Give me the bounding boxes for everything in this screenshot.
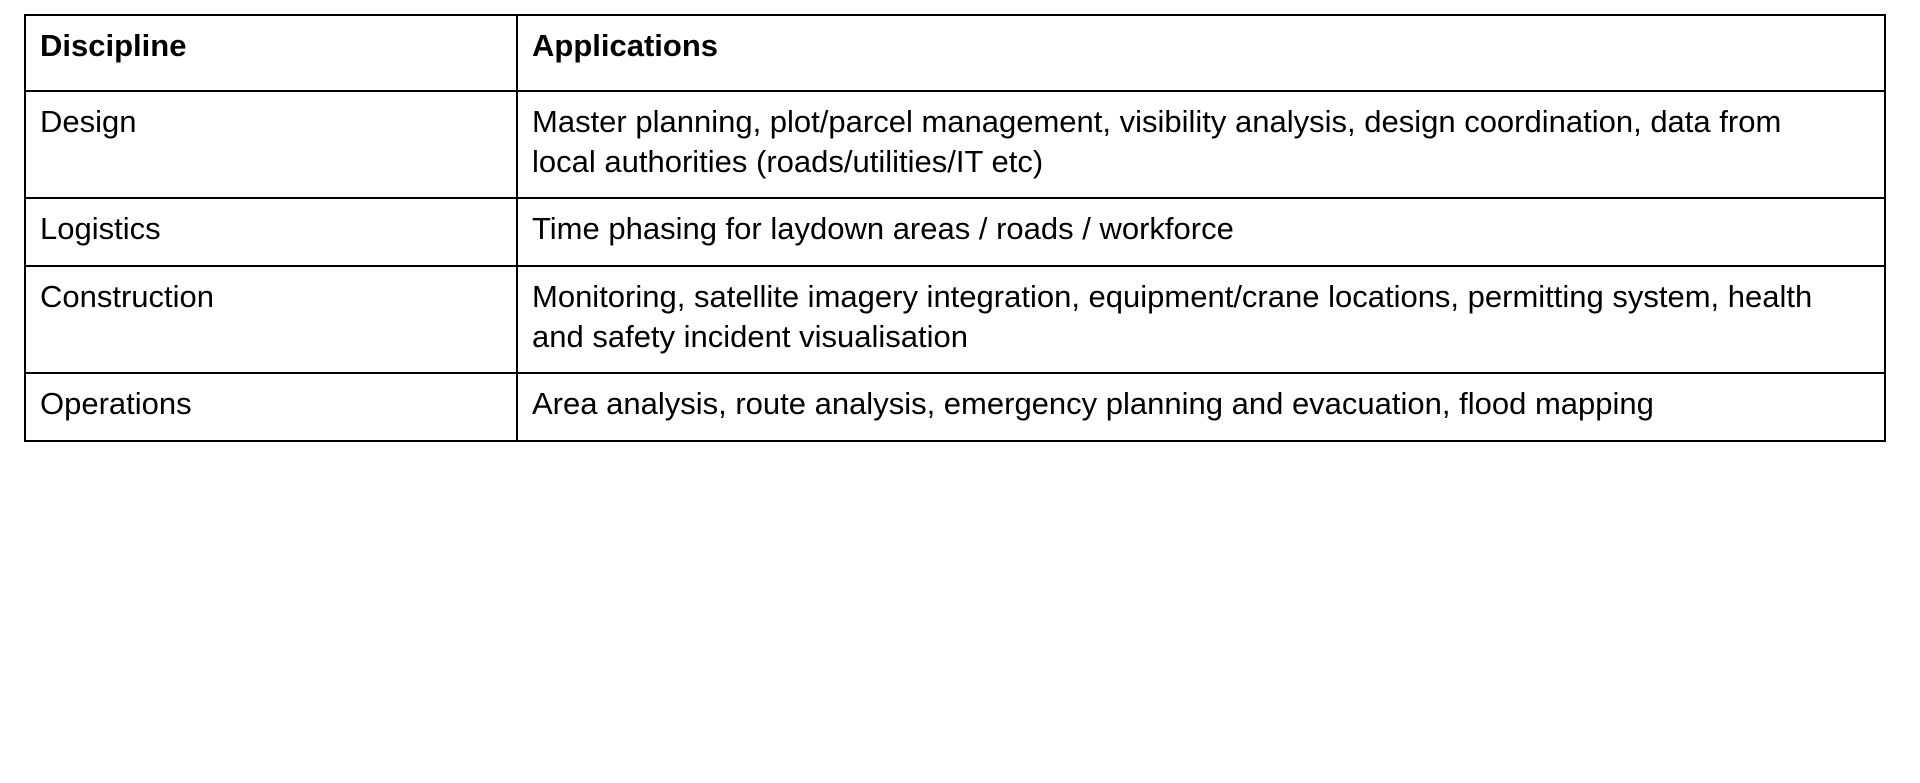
cell-applications: [517, 266, 1885, 373]
discipline-label: Construction: [40, 279, 215, 315]
discipline-applications-table: [24, 14, 1886, 442]
column-header-applications: Applications: [517, 15, 1885, 91]
discipline-label: Design: [40, 104, 137, 139]
discipline-label: Logistics: [40, 211, 161, 247]
table-row: [25, 198, 1885, 266]
discipline-label: Operations: [40, 386, 192, 422]
applications-text: Monitoring, satellite imagery integration, equipment/crane locations, permitting system, health and safety incident visualisation: [532, 279, 1813, 354]
table-header-row: [25, 15, 1885, 91]
cell-discipline: [25, 266, 517, 373]
applications-text: Area analysis, route analysis, emergency planning and evacuation, flood mapping: [532, 386, 1654, 422]
table-row: [25, 373, 1885, 441]
column-header-discipline: Discipline: [25, 15, 517, 91]
cell-discipline: [25, 198, 517, 266]
cell-applications: [517, 91, 1885, 198]
cell-applications: [517, 198, 1885, 266]
table-row: [25, 91, 1885, 198]
cell-discipline: [25, 373, 517, 441]
cell-applications: [517, 373, 1885, 441]
cell-discipline: [25, 91, 517, 198]
applications-text: Master planning, plot/parcel management, visibility analysis, design coordination, data from local authorities (roads/utilities/IT etc): [532, 104, 1782, 179]
table-row: [25, 266, 1885, 373]
applications-text: Time phasing for laydown areas / roads / workforce: [532, 211, 1234, 247]
